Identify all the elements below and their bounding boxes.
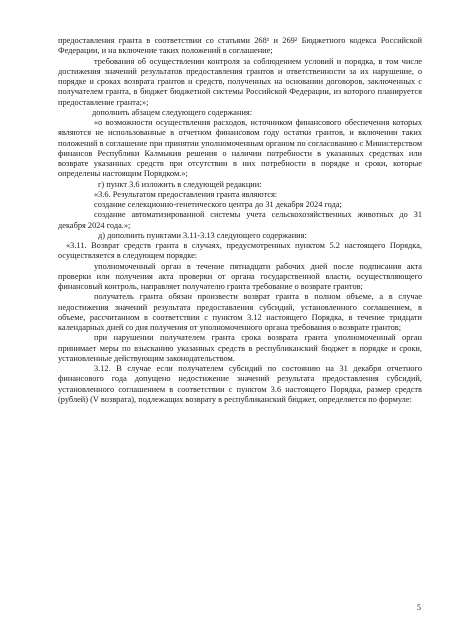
paragraph: 3.12. В случае если получателем субсидий по состоянию на 31 декабря отчетного финансового года допущено недостижение значений результата предоставления субсидий, установленного соглашением в соответствии с пунктом 3.6 настоящего Порядка, размер средств (рублей) (V возврата), подлежащих возврату в республиканский бюджет, определяется по формуле: <box>58 364 422 404</box>
paragraph: получатель гранта обязан произвести возврат гранта в полном объеме, а в случае недостижения значений результата предоставления субсидий, установленного соглашением, в объеме, рассчитанном в соответствии с пунктом 3.12 настоящего Порядка, в течение тридцати календарных дней со дня получения от уполномоченного органа требования о возврате грантов; <box>58 292 422 332</box>
paragraph: дополнить абзацем следующего содержания: <box>92 107 253 117</box>
paragraph: создание автоматизированной системы учета сельскохозяйственных животных до 31 декабря 2024 года.»; <box>58 210 422 230</box>
paragraph: г) пункт 3.6 изложить в следующей редакции: <box>98 179 262 189</box>
paragraph: уполномоченный орган в течение пятнадцати рабочих дней после подписания акта проверки или получения акта проверки от органа государственной власти, осуществляющего финансовый контроль, направляет получателю гранта требование о возврате грантов; <box>58 261 422 291</box>
paragraph: создание селекционно-генетического центра до 31 декабря 2024 года; <box>94 200 342 209</box>
paragraph: «о возможности осуществления расходов, источником финансового обеспечения которых являются не использованные в отчетном финансовом году остатки грантов, и включении таких положений в соглашение при принятии уполномоченным органом по согласованию с Министерством финансов Республики Калмыкия решения о наличии потребности в указанных средствах или возврате указанных средств при отсутствии в них потребности в порядке и сроки, которые определены настоящим Порядком.»; <box>58 118 422 179</box>
paragraph: д) дополнить пунктами 3.11-3.13 следующего содержания: <box>98 230 307 240</box>
paragraph: «3.6. Результатом предоставления гранта являются: <box>94 189 278 199</box>
paragraph: при нарушении получателем гранта срока возврата гранта уполномоченный орган принимает меры по взысканию указанных средств в республиканский бюджет в порядке и сроки, установленные действующим законодательством. <box>58 333 422 363</box>
document-body <box>58 36 422 405</box>
paragraph: «3.11. Возврат средств гранта в случаях, предусмотренных пунктом 5.2 настоящего Порядка, осуществляется в следующем порядке: <box>58 241 422 261</box>
paragraph: предоставления гранта в соответствии со статьями 268¹ и 269² Бюджетного кодекса Российской Федерации, и на включение таких положений в соглашение; <box>58 36 422 56</box>
paragraph: требования об осуществлении контроля за соблюдением условий и порядка, в том числе достижения значений результатов предоставления грантов и ответственности за их нарушение, о порядке и сроках возврата грантов и средств, полученных на основании договоров, заключенных с получателем гранта, в бюджет бюджетной системы Российской Федерации, из которого планируется предоставление гранта;»; <box>58 56 422 107</box>
page-number: 5 <box>417 603 421 612</box>
